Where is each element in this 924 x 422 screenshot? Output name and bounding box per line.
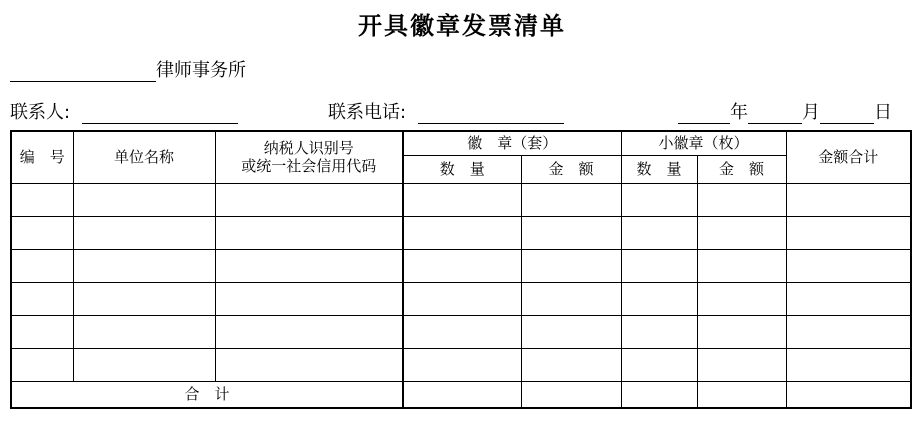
badge-amount-header: 金 额 [521, 155, 621, 183]
cell-badge-qty[interactable] [403, 282, 521, 315]
day-blank[interactable] [820, 103, 874, 124]
table-row [11, 348, 911, 381]
date-group [678, 98, 892, 124]
cell-unit[interactable] [73, 183, 215, 216]
cell-tax-id[interactable] [215, 282, 403, 315]
cell-unit[interactable] [73, 216, 215, 249]
small-badge-qty-header: 数 量 [621, 155, 697, 183]
cell-small-amount[interactable] [697, 282, 786, 315]
cell-badge-amount[interactable] [521, 216, 621, 249]
cell-small-amount[interactable] [697, 216, 786, 249]
invoice-list-table [10, 130, 912, 409]
col-header-tax-id [215, 131, 403, 183]
tax-id-line1: 纳税人识别号 [263, 139, 354, 158]
cell-tax-id[interactable] [215, 183, 403, 216]
cell-tax-id[interactable] [215, 216, 403, 249]
cell-small-amount[interactable] [697, 249, 786, 282]
cell-unit[interactable] [73, 315, 215, 348]
year-label: 年 [730, 102, 748, 123]
cell-badge-qty[interactable] [403, 249, 521, 282]
cell-total[interactable] [786, 282, 911, 315]
total-small-amount[interactable] [697, 381, 786, 408]
table-row [11, 315, 911, 348]
month-label: 月 [802, 102, 820, 123]
cell-badge-amount[interactable] [521, 348, 621, 381]
cell-total[interactable] [786, 249, 911, 282]
contact-person-blank[interactable] [82, 103, 238, 124]
cell-badge-qty[interactable] [403, 216, 521, 249]
cell-small-qty[interactable] [621, 348, 697, 381]
cell-badge-amount[interactable] [521, 249, 621, 282]
cell-unit[interactable] [73, 348, 215, 381]
year-blank[interactable] [678, 103, 730, 124]
tax-id-line2: 或统一社会信用代码 [241, 157, 377, 176]
cell-no[interactable] [11, 216, 73, 249]
cell-badge-amount[interactable] [521, 315, 621, 348]
table-row [11, 249, 911, 282]
contact-phone-blank[interactable] [418, 103, 564, 124]
firm-line [10, 56, 246, 82]
col-header-total-amount: 金额合计 [786, 131, 911, 183]
table-row [11, 282, 911, 315]
cell-total[interactable] [786, 183, 911, 216]
total-small-qty[interactable] [621, 381, 697, 408]
cell-total[interactable] [786, 216, 911, 249]
month-blank[interactable] [748, 103, 802, 124]
cell-small-qty[interactable] [621, 315, 697, 348]
cell-tax-id[interactable] [215, 348, 403, 381]
cell-unit[interactable] [73, 249, 215, 282]
contact-phone-group [328, 98, 564, 124]
cell-badge-qty[interactable] [403, 315, 521, 348]
table-row [11, 216, 911, 249]
small-badge-amount-header: 金 额 [697, 155, 786, 183]
cell-tax-id[interactable] [215, 249, 403, 282]
cell-small-qty[interactable] [621, 249, 697, 282]
cell-small-qty[interactable] [621, 183, 697, 216]
cell-total[interactable] [786, 348, 911, 381]
firm-suffix: 律师事务所 [156, 60, 246, 81]
cell-small-qty[interactable] [621, 216, 697, 249]
cell-unit[interactable] [73, 282, 215, 315]
cell-no[interactable] [11, 348, 73, 381]
badge-qty-header: 数 量 [403, 155, 521, 183]
day-label: 日 [874, 102, 892, 123]
cell-no[interactable] [11, 249, 73, 282]
firm-name-blank[interactable] [10, 61, 156, 82]
cell-badge-amount[interactable] [521, 282, 621, 315]
cell-badge-qty[interactable] [403, 183, 521, 216]
total-badge-amount[interactable] [521, 381, 621, 408]
cell-small-amount[interactable] [697, 183, 786, 216]
total-row-label: 合 计 [11, 381, 403, 408]
group-header-small-badge: 小徽章（枚） [621, 131, 786, 155]
contact-person-label: 联系人: [10, 102, 71, 123]
cell-badge-qty[interactable] [403, 348, 521, 381]
contact-person-group [10, 98, 238, 124]
cell-no[interactable] [11, 282, 73, 315]
cell-total[interactable] [786, 315, 911, 348]
total-amount[interactable] [786, 381, 911, 408]
cell-small-amount[interactable] [697, 315, 786, 348]
cell-small-amount[interactable] [697, 348, 786, 381]
cell-small-qty[interactable] [621, 282, 697, 315]
cell-no[interactable] [11, 315, 73, 348]
col-header-no: 编 号 [11, 131, 73, 183]
page-title: 开具徽章发票清单 [358, 11, 566, 40]
cell-tax-id[interactable] [215, 315, 403, 348]
table-row [11, 183, 911, 216]
total-badge-qty[interactable] [403, 381, 521, 408]
contact-phone-label: 联系电话: [328, 102, 407, 123]
group-header-badge: 徽 章（套） [403, 131, 621, 155]
cell-no[interactable] [11, 183, 73, 216]
total-row [11, 381, 911, 408]
col-header-unit-name: 单位名称 [73, 131, 215, 183]
cell-badge-amount[interactable] [521, 183, 621, 216]
